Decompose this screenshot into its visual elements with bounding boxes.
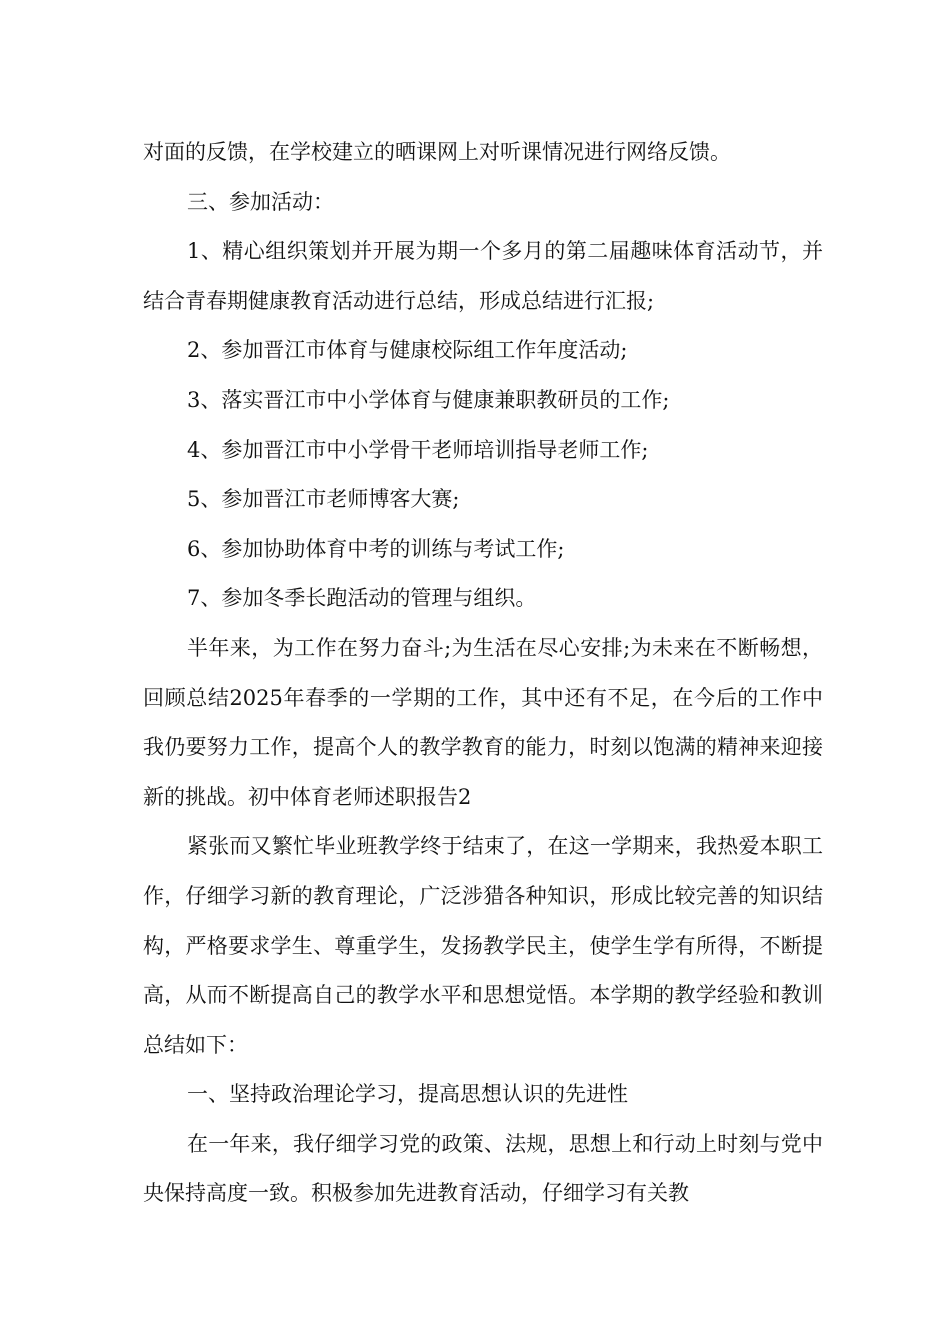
list-item-6: 6、参加协助体育中考的训练与考试工作; <box>187 536 565 561</box>
paragraph-political-study: 在一年来，我仔细学习党的政策、法规，思想上和行动上时刻与党中央保持高度一致。积极参加先进教育活动，仔细学习有关教 <box>143 1131 823 1206</box>
paragraph-report-intro: 紧张而又繁忙毕业班教学终于结束了，在这一学期来，我热爱本职工作，仔细学习新的教育理论，广泛涉猎各种知识，形成比较完善的知识结构，严格要求学生、尊重学生，发扬教学民主，使学生学有所得，不断提高，从而不断提高自己的教学水平和思想觉悟。本学期的教学经验和教训总结如下： <box>143 834 823 1057</box>
list-item-1: 1、精心组织策划并开展为期一个多月的第二届趣味体育活动节，并结合青春期健康教育活动进行总结，形成总结进行汇报; <box>143 239 823 313</box>
paragraph-half-year-summary: 半年来，为工作在努力奋斗;为生活在尽心安排;为未来在不断畅想，回顾总结2025年春季的一学期的工作，其中还有不足，在今后的工作中我仍要努力工作，提高个人的教学教育的能力，时刻以饱满的精神来迎接新的挑战。初中体育老师述职报告2 <box>143 635 823 809</box>
list-item-5: 5、参加晋江市老师博客大赛; <box>187 487 460 512</box>
paragraph-feedback: 对面的反馈，在学校建立的晒课网上对听课情况进行网络反馈。 <box>143 140 731 164</box>
document-body <box>143 128 823 1219</box>
heading-activities: 三、参加活动： <box>187 189 334 214</box>
list-item-2: 2、参加晋江市体育与健康校际组工作年度活动; <box>187 338 628 363</box>
list-item-7: 7、参加冬季长跑活动的管理与组织。 <box>187 586 537 611</box>
list-item-4: 4、参加晋江市中小学骨干老师培训指导老师工作; <box>187 437 649 462</box>
heading-political-study: 一、坚持政治理论学习，提高思想认识的先进性 <box>187 1082 628 1107</box>
list-item-3: 3、落实晋江市中小学体育与健康兼职教研员的工作; <box>187 387 670 412</box>
